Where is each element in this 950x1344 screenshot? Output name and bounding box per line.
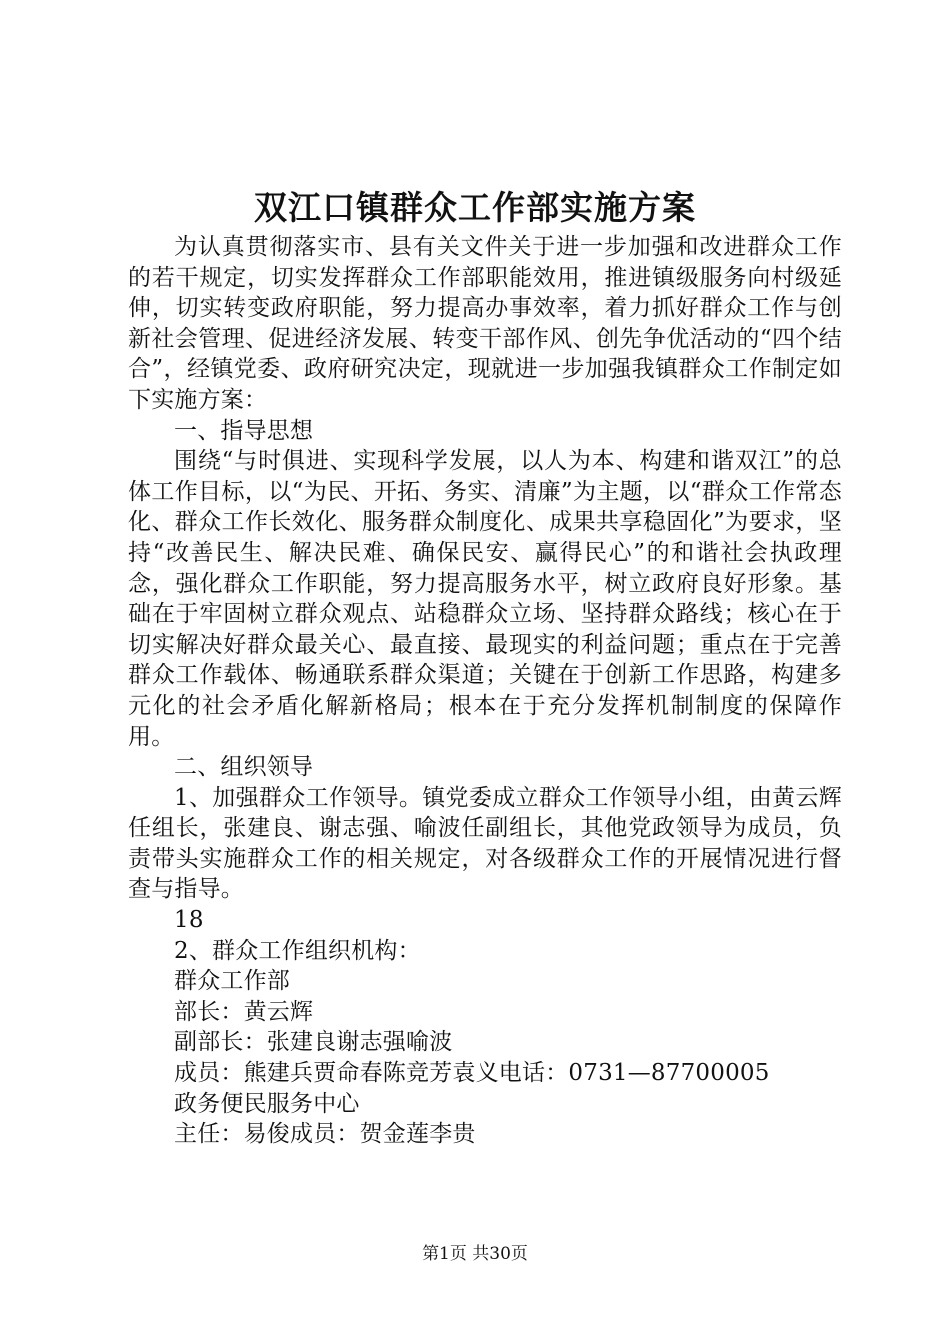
guiding-ideology-paragraph: 围绕“与时俱进、实现科学发展，以人为本、构建和谐双江”的总体工作目标，以“为民、开拓、务实、清廉”为主题，以“群众工作常态化、群众工作长效化、服务群众制度化、成果共享稳固化”为要求，坚持“改善民生、解决民难、确保民安、赢得民心”的和谐社会执政理念，强化群众工作职能，努力提高服务水平，树立政府良好形象。基础在于牢固树立群众观点、站稳群众立场、坚持群众路线；核心在于切实解决好群众最关心、最直接、最现实的利益问题；重点在于完善群众工作载体、畅通联系群众渠道；关键在于创新工作思路，构建多元化的社会矛盾化解新格局；根本在于充分发挥机制制度的保障作用。 [128, 448, 842, 750]
dept-head: 部长：黄云辉 [174, 998, 314, 1025]
document-body [128, 232, 842, 1150]
stray-number: 18 [174, 907, 204, 934]
page-footer: 第1页 共30页 [422, 1244, 528, 1264]
org-structure-heading: 2、群众工作组织机构： [174, 937, 421, 964]
service-center-staff: 主任：易俊成员：贺金莲李贵 [174, 1121, 476, 1148]
dept-members-phone: 成员：熊建兵贾命春陈竞芳袁义电话：0731—87700005 [174, 1060, 770, 1087]
section-heading-guiding-ideology: 一、指导思想 [174, 417, 314, 444]
document-title: 双江口镇群众工作部实施方案 [254, 188, 696, 227]
dept-name: 群众工作部 [174, 968, 290, 995]
section-heading-organization: 二、组织领导 [174, 754, 314, 781]
leadership-paragraph: 1、加强群众工作领导。镇党委成立群众工作领导小组，由黄云辉任组长，张建良、谢志强、喻波任副组长，其他党政领导为成员，负责带头实施群众工作的相关规定，对各级群众工作的开展情况进行督查与指导。 [128, 784, 842, 903]
dept-deputy-heads: 副部长：张建良谢志强喻波 [174, 1029, 453, 1056]
intro-paragraph: 为认真贯彻落实市、县有关文件关于进一步加强和改进群众工作的若干规定，切实发挥群众工作部职能效用，推进镇级服务向村级延伸，切实转变政府职能，努力提高办事效率，着力抓好群众工作与创新社会管理、促进经济发展、转变干部作风、创先争优活动的“四个结合”，经镇党委、政府研究决定，现就进一步加强我镇群众工作制定如下实施方案： [128, 234, 842, 413]
service-center-name: 政务便民服务中心 [174, 1090, 360, 1117]
